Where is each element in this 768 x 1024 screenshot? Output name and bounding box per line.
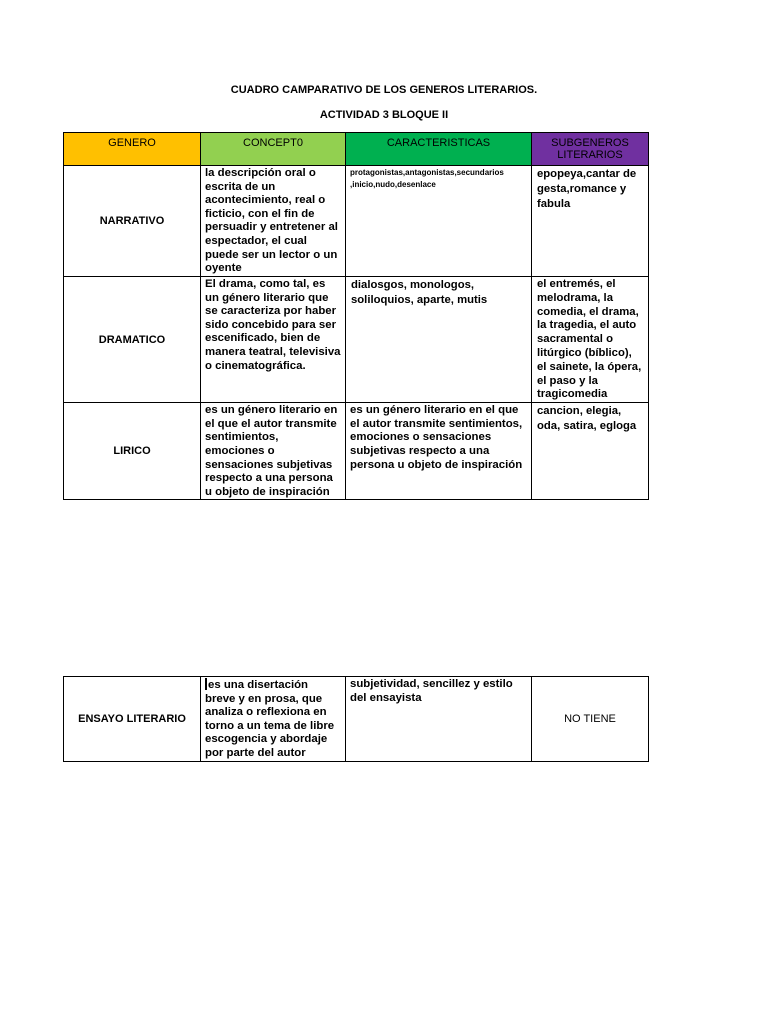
text-cursor (205, 678, 207, 690)
genre-cell: ENSAYO LITERARIO (64, 677, 201, 762)
table-row (64, 277, 649, 403)
concept-cell: es un género literario en el que el autor transmite sentimientos, emociones o sensaciones subjetivas respecto a una persona u objeto de inspiración (201, 403, 346, 500)
essay-table (63, 676, 649, 762)
table-row (64, 677, 649, 762)
table-row (64, 403, 649, 500)
characteristics-cell: es un género literario en el que el autor transmite sentimientos, emociones o sensaciones subjetivas respecto a una persona u objeto de inspiración (346, 403, 532, 500)
table-row (64, 166, 649, 277)
table-header-row (64, 133, 649, 166)
characteristics-cell: subjetividad, sencillez y estilo del ensayista (346, 677, 532, 762)
subgenres-cell: NO TIENE (532, 677, 649, 762)
genre-cell: DRAMATICO (64, 277, 201, 403)
subgenres-cell: epopeya,cantar de gesta,romance y fabula (532, 166, 649, 277)
document-subtitle: ACTIVIDAD 3 BLOQUE II (319, 109, 449, 121)
comparison-table (63, 132, 649, 500)
header-concepto: CONCEPT0 (201, 133, 346, 166)
characteristics-cell: dialosgos, monologos, soliloquios, aparte, mutis (346, 277, 532, 403)
header-subgeneros: SUBGENEROS LITERARIOS (532, 133, 649, 166)
subgenres-cell: cancion, elegia, oda, satira, egloga (532, 403, 649, 500)
characteristics-cell: protagonistas,antagonistas,secundarios ,inicio,nudo,desenlace (346, 166, 532, 277)
concept-cell (201, 677, 346, 762)
header-genero: GENERO (64, 133, 201, 166)
genre-cell: LIRICO (64, 403, 201, 500)
header-caracteristicas: CARACTERISTICAS (346, 133, 532, 166)
concept-cell: El drama, como tal, es un género literario que se caracteriza por haber sido concebido para ser escenificado, bien de manera teatral, televisiva o cinematográfica. (201, 277, 346, 403)
document-title: CUADRO CAMPARATIVO DE LOS GENEROS LITERARIOS. (230, 84, 538, 96)
concept-cell: la descripción oral o escrita de un acontecimiento, real o ficticio, con el fin de persuadir y entretener al espectador, el cual puede ser un lector o un oyente (201, 166, 346, 277)
concept-text: es una disertación breve y en prosa, que analiza o reflexiona en torno a un tema de libre escogencia y abordaje por parte del autor (205, 679, 335, 759)
genre-cell: NARRATIVO (64, 166, 201, 277)
subgenres-cell: el entremés, el melodrama, la comedia, el drama, la tragedia, el auto sacramental o litúrgico (bíblico), el sainete, la ópera, el paso y la tragicomedia (532, 277, 649, 403)
